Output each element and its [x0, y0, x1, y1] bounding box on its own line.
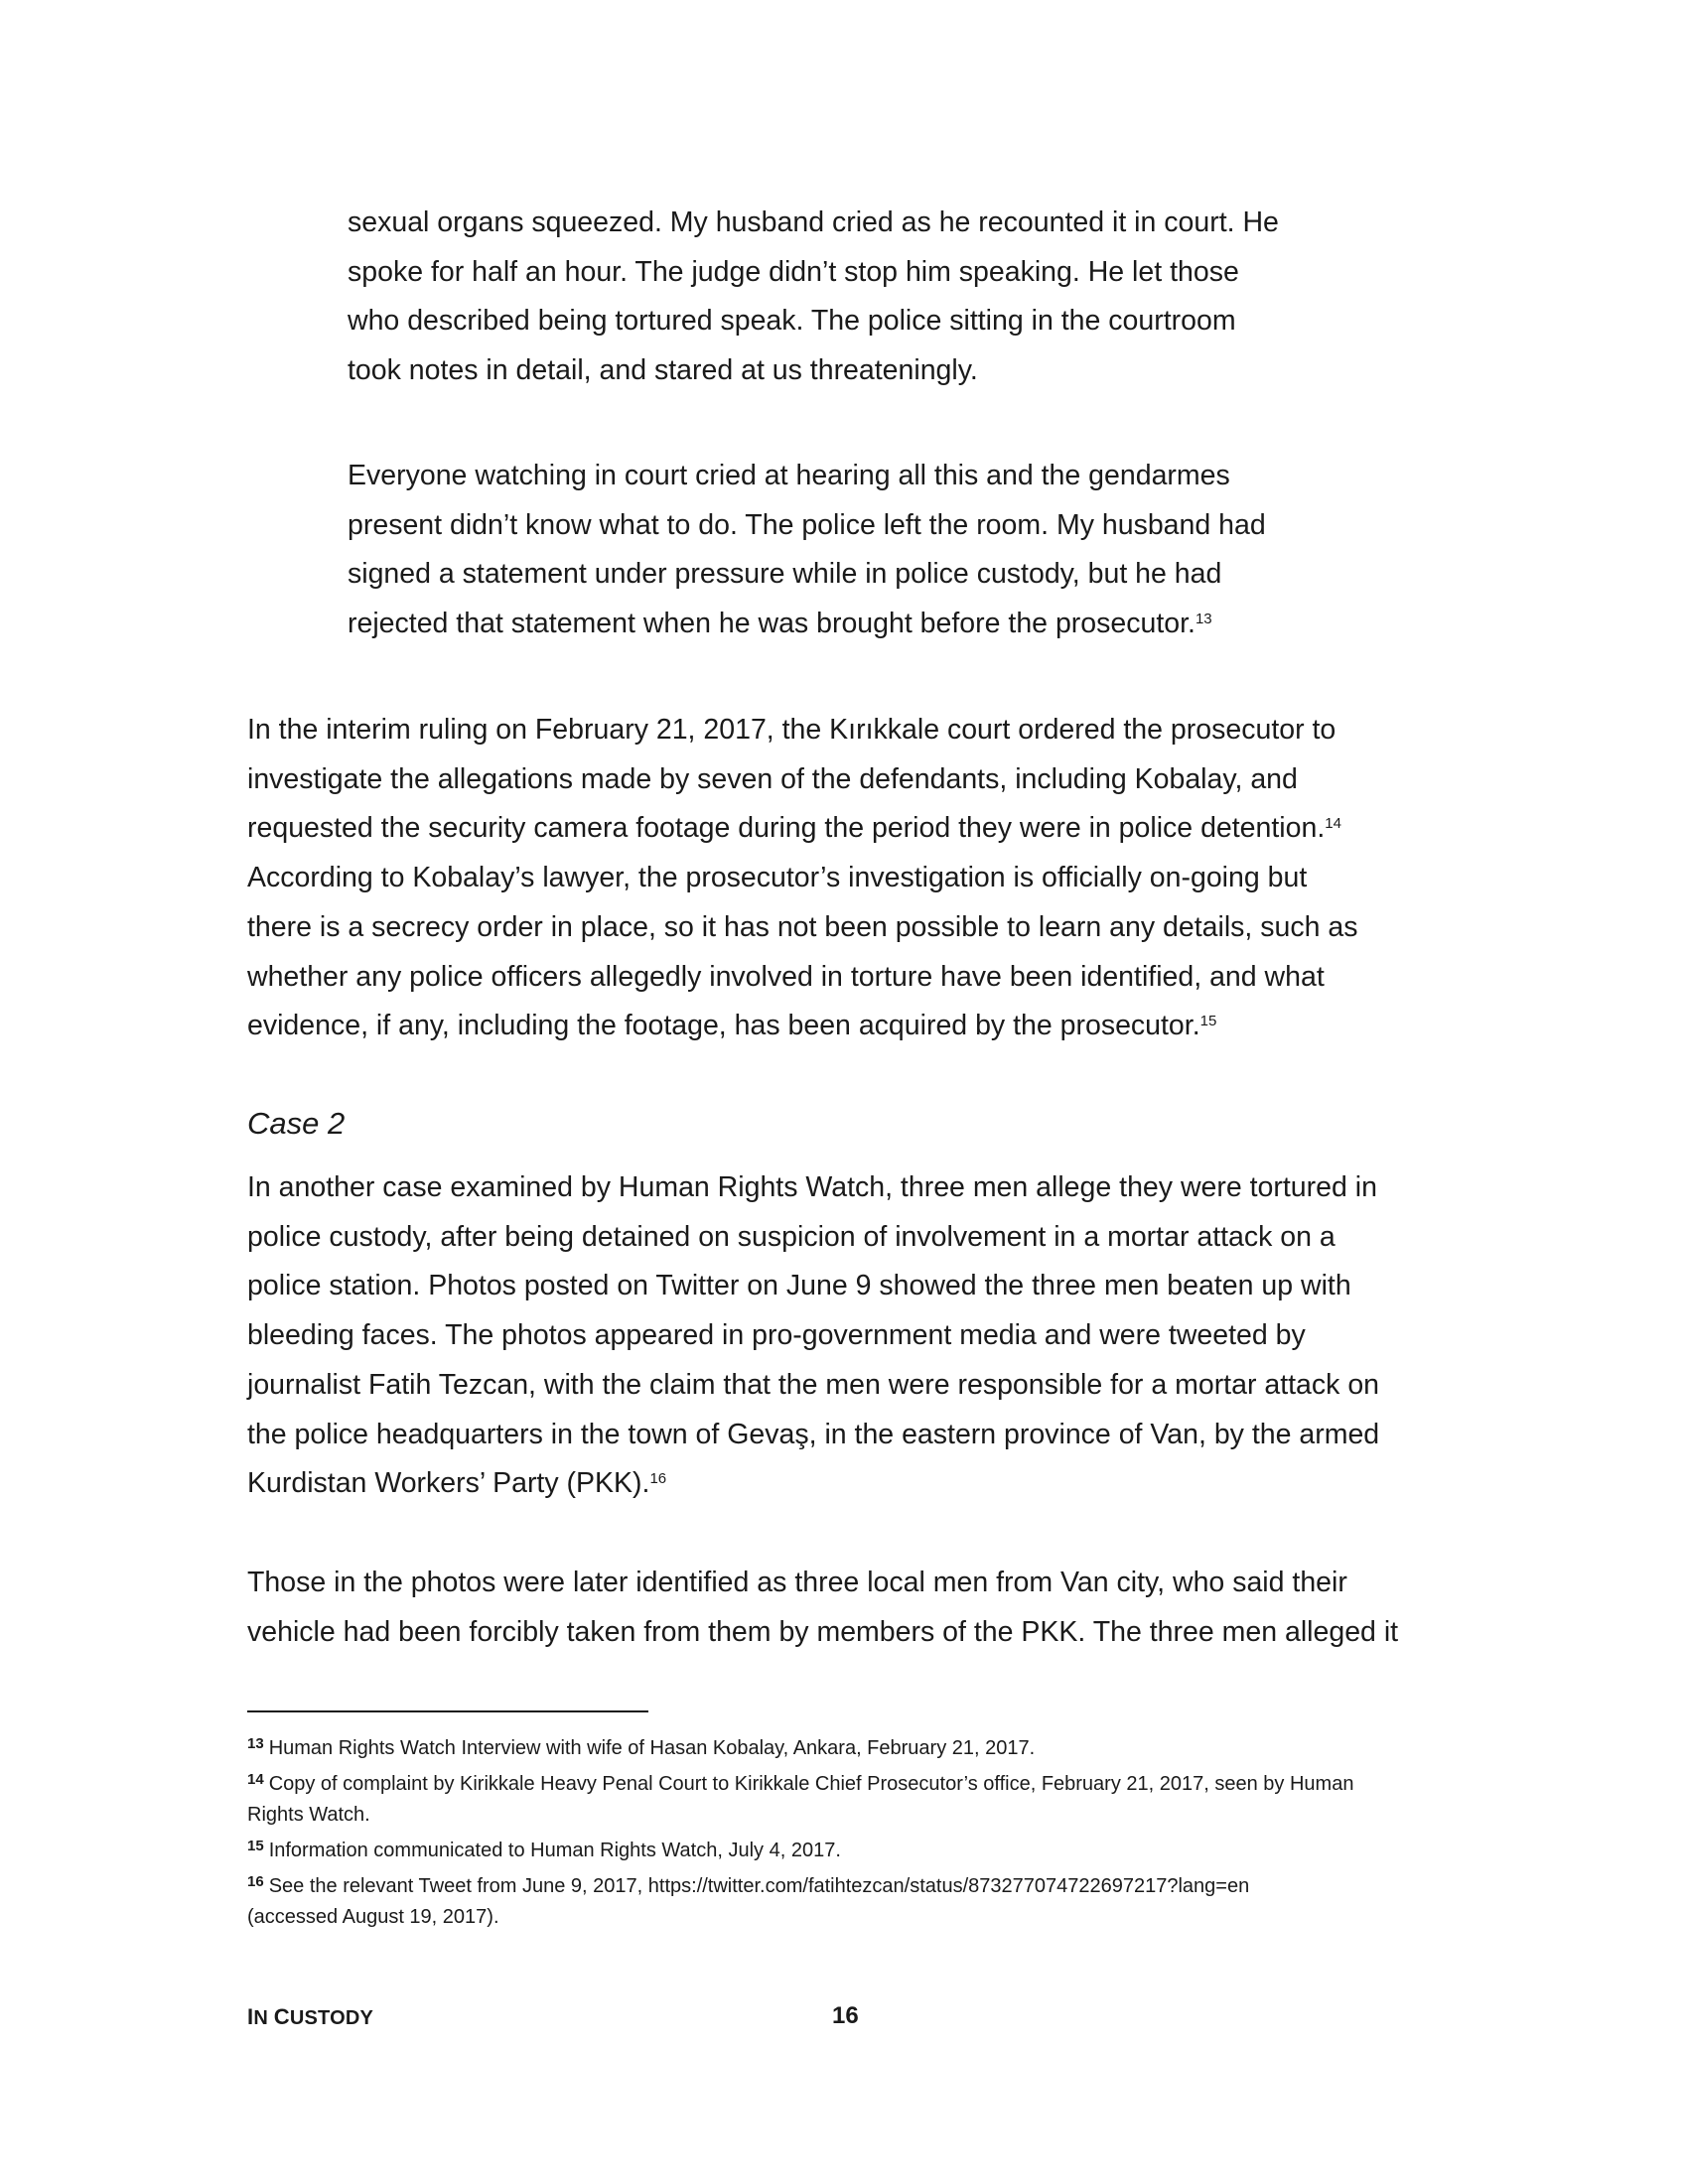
body-line: journalist Fatih Tezcan, with the claim that the men were responsible for a mortar attack on — [247, 1368, 1380, 1401]
quote-line: Everyone watching in court cried at hearing all this and the gendarmes — [348, 460, 1230, 491]
footnote-15 — [247, 1836, 1439, 1866]
body-line: Kurdistan Workers’ Party (PKK).$^{16}$ — [247, 1467, 667, 1500]
quote-line: spoke for half an hour. The judge didn’t stop him speaking. He let those — [348, 255, 1239, 288]
page-number: 16 — [832, 2002, 859, 2029]
block-quote-para-1 — [348, 199, 1321, 396]
body-paragraph-3 — [247, 1559, 1439, 1657]
footnote-text: Information communicated to Human Rights Watch, July 4, 2017. — [268, 1840, 841, 1861]
footnote-number: 15 — [247, 1838, 264, 1854]
body-line: Those in the photos were later identified as three local men from Van city, who said their — [247, 1567, 1347, 1598]
quote-line: signed a statement under pressure while in police custody, but he had — [348, 558, 1222, 591]
block-quote-para-2 — [348, 452, 1321, 649]
footnote-ref[interactable]: 13 — [1195, 611, 1212, 628]
body-line: evidence, if any, including the footage, has been acquired by the prosecutor.$^{15}$ — [247, 1010, 1217, 1042]
footnote-text: Human Rights Watch Interview with wife of Hasan Kobalay, Ankara, February 21, 2017. — [268, 1737, 1036, 1759]
footnote-text: Rights Watch. — [247, 1804, 370, 1826]
quote-line: present didn’t know what to do. The police left the room. My husband had — [348, 508, 1266, 541]
footnote-ref[interactable]: 15 — [1199, 1013, 1217, 1030]
body-line: vehicle had been forcibly taken from them by members of the PKK. The three men alleged it — [247, 1615, 1399, 1648]
body-line: In another case examined by Human Rights Watch, three men allege they were tortured in — [247, 1171, 1377, 1203]
footnote-14 — [247, 1769, 1439, 1831]
quote-line: who described being tortured speak. The police sitting in the courtroom — [348, 305, 1236, 338]
body-line: investigate the allegations made by seven of the defendants, including Kobalay, and — [247, 762, 1298, 795]
body-line: whether any police officers allegedly involved in torture have been identified, and what — [247, 960, 1325, 993]
footnote-text[interactable]: See the relevant Tweet from June 9, 2017, https://twitter.com/fatihtezcan/status/873277074722697217?lang=en — [268, 1875, 1250, 1897]
footnote-number: 13 — [247, 1735, 264, 1752]
body-paragraph-2 — [247, 1163, 1439, 1509]
footnote-13 — [247, 1733, 1439, 1764]
footnote-text: Copy of complaint by Kirikkale Heavy Penal Court to Kirikkale Chief Prosecutor’s office, February 21, 2017, seen by Human — [268, 1773, 1354, 1795]
footnotes — [247, 1733, 1439, 1938]
footnote-number: 16 — [247, 1873, 264, 1890]
body-line: police station. Photos posted on Twitter on June 9 showed the three men beaten up with — [247, 1270, 1351, 1302]
footnote-text: (accessed August 19, 2017). — [247, 1906, 499, 1928]
footnote-ref[interactable]: 16 — [649, 1470, 667, 1488]
body-line: According to Kobalay’s lawyer, the prosecutor’s investigation is officially on-going but — [247, 862, 1308, 894]
footnote-ref[interactable]: 14 — [1325, 815, 1341, 833]
quote-line: took notes in detail, and stared at us threateningly. — [348, 354, 978, 387]
body-line: In the interim ruling on February 21, 2017, the Kırıkkale court ordered the prosecutor to — [247, 714, 1336, 746]
footnote-number: 14 — [247, 1771, 264, 1788]
section-heading-case-2: Case 2 — [247, 1106, 346, 1141]
running-footer-title: IN CUSTODY — [247, 2004, 374, 2029]
body-paragraph-1 — [247, 706, 1439, 1051]
body-line: requested the security camera footage during the period they were in police detention.$^{14}$ — [247, 812, 1341, 845]
quote-line: rejected that statement when he was brought before the prosecutor.$^{13}$ — [348, 608, 1212, 640]
body-line: the police headquarters in the town of Gevaş, in the eastern province of Van, by the armed — [247, 1418, 1380, 1450]
quote-line: sexual organs squeezed. My husband cried as he recounted it in court. He — [348, 206, 1279, 238]
footnote-16 — [247, 1871, 1439, 1933]
footnote-divider — [247, 1710, 648, 1712]
body-line: police custody, after being detained on suspicion of involvement in a mortar attack on a — [247, 1220, 1336, 1253]
body-line: bleeding faces. The photos appeared in pro-government media and were tweeted by — [247, 1319, 1306, 1352]
body-line: there is a secrecy order in place, so it has not been possible to learn any details, such as — [247, 910, 1358, 943]
